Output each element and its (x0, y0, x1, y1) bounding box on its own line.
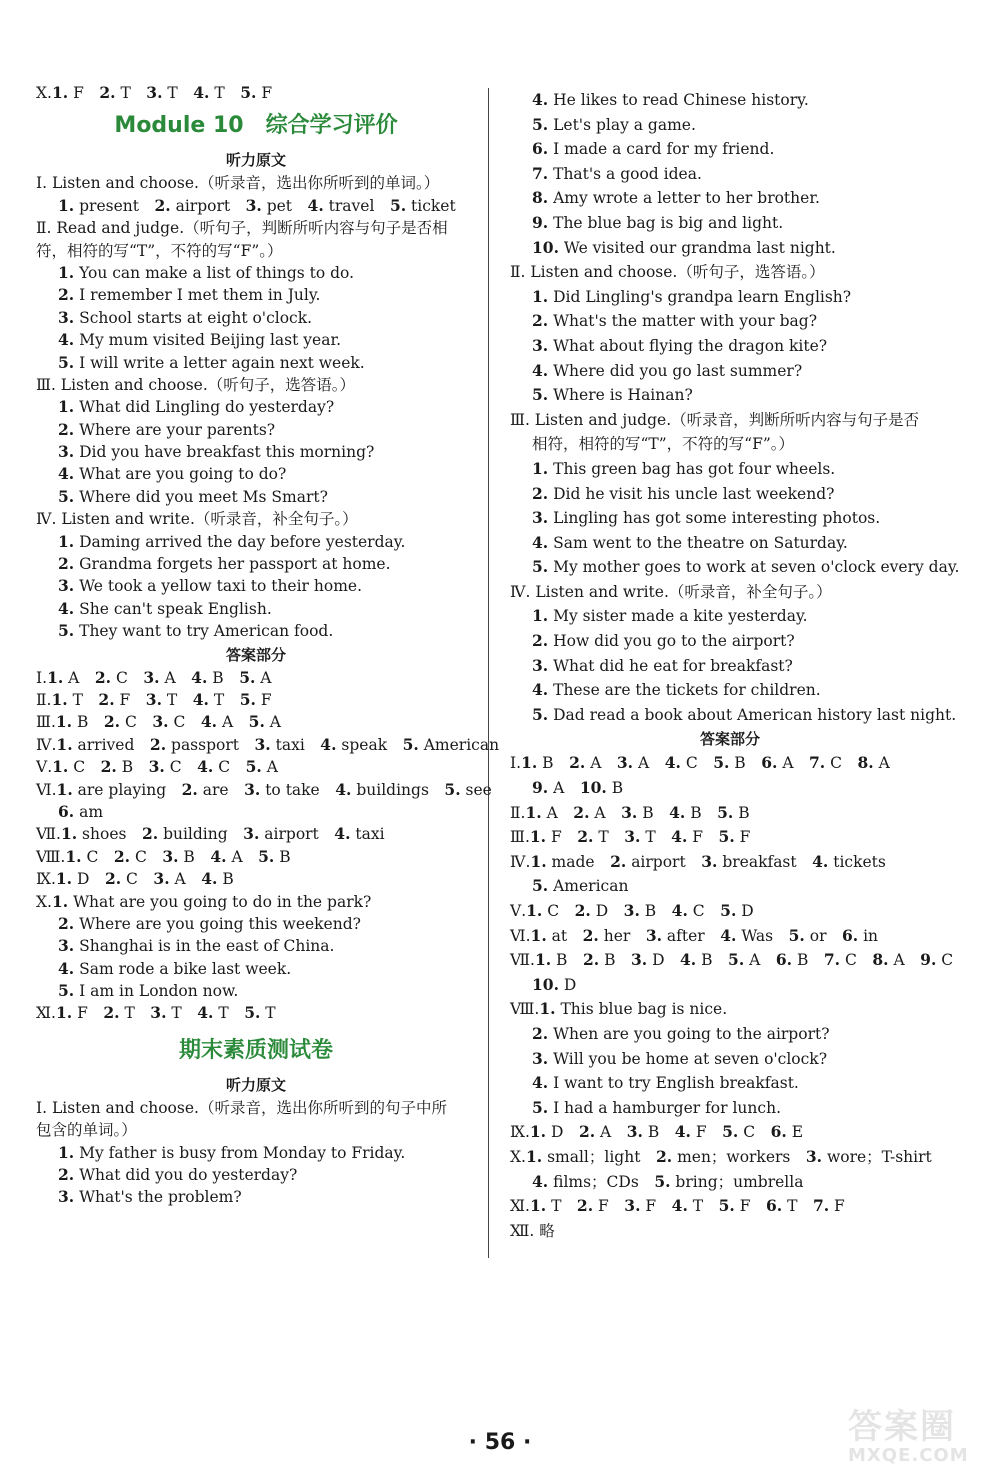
text-line: Ⅷ.1. C 2. C 3. B 4. A 5. B (36, 846, 291, 866)
text-line: Ⅳ. Listen and write.（听录音，补全句子。） (36, 510, 358, 529)
text-line: 符，相符的写“T”，不符的写“F”。） (36, 241, 283, 260)
right-listening-list (510, 88, 960, 727)
text-line: 1. You can make a list of things to do. (58, 262, 355, 282)
text-line: 4. These are the tickets for children. (532, 680, 821, 700)
text-line: Ⅺ.1. F 2. T 3. T 4. T 5. T (36, 1003, 276, 1023)
text-line: 3. Shanghai is in the east of China. (58, 936, 335, 956)
text-line: 1. Did Lingling's grandpa learn English? (532, 286, 852, 306)
text-line: Ⅳ.1. made 2. airport 3. breakfast 4. tickets (510, 851, 886, 871)
text-line: 3. What did he eat for breakfast? (532, 655, 793, 675)
text-line: 10. D (532, 974, 577, 994)
text-line: 3. What about flying the dragon kite? (532, 335, 828, 355)
text-line: 9. A 10. B (532, 778, 624, 798)
text-line: Ⅹ.1. small；light 2. men；workers 3. wore；T-shirt (510, 1146, 932, 1166)
top-answer-line: Ⅹ.1. F 2. T 3. T 4. T 5. F (36, 83, 273, 102)
text-line: Ⅰ.1. A 2. C 3. A 4. B 5. A (36, 667, 272, 687)
text-line: 1. My father is busy from Monday to Friday. (58, 1142, 406, 1162)
text-line: 2. Did he visit his uncle last weekend? (532, 483, 835, 503)
text-line: 4. I want to try English breakfast. (532, 1073, 799, 1093)
text-line: Ⅱ.1. A 2. A 3. B 4. B 5. B (510, 802, 750, 822)
right-column (510, 88, 960, 1243)
text-line: Ⅴ.1. C 2. B 3. C 4. C 5. A (36, 757, 278, 777)
final-listening-subhead: 听力原文 (225, 1075, 286, 1094)
text-line: Ⅰ. Listen and choose.（听录音，选出你所听到的单词。） (36, 174, 440, 193)
text-line: Ⅱ.1. T 2. F 3. T 4. T 5. F (36, 689, 272, 709)
text-line: 相符，相符的写“T”，不符的写“F”。） (532, 435, 795, 454)
text-line: 4. films；CDs 5. bring；umbrella (532, 1171, 804, 1191)
watermark-logo-mark: 答案圈 (848, 1407, 956, 1447)
text-line: 6. am (58, 801, 104, 821)
text-line: Ⅻ. 略 (510, 1221, 555, 1240)
text-line: Ⅵ.1. at 2. her 3. after 4. Was 5. or 6. in (510, 925, 879, 945)
text-line: 1. My sister made a kite yesterday. (532, 606, 808, 626)
text-line: 2. Grandma forgets her passport at home. (58, 554, 391, 574)
text-line: 5. I am in London now. (58, 981, 239, 1001)
text-line: 5. Where did you meet Ms Smart? (58, 486, 328, 506)
text-line: Ⅲ. Listen and choose.（听句子，选答语。） (36, 375, 356, 394)
listening-list (36, 172, 476, 642)
text-line: 5. American (532, 876, 629, 896)
text-line: 5. I will write a letter again next week. (58, 352, 365, 372)
text-line: 5. I had a hamburger for lunch. (532, 1097, 781, 1117)
text-line: Ⅱ. Listen and choose.（听句子，选答语。） (510, 263, 825, 282)
answers-list (36, 667, 500, 1025)
right-answers-list (510, 751, 954, 1243)
text-line: 2. When are you going to the airport? (532, 1023, 830, 1043)
column-divider (488, 88, 489, 1258)
text-line: 1. Daming arrived the day before yesterday. (58, 531, 406, 551)
text-line: Ⅸ.1. D 2. C 3. A 4. B (36, 869, 234, 889)
text-line: 4. My mum visited Beijing last year. (58, 330, 342, 350)
text-line: Ⅶ.1. B 2. B 3. D 4. B 5. A 6. B 7. C 8. A 9. C (510, 950, 954, 970)
text-line: Ⅺ.1. T 2. F 3. F 4. T 5. F 6. T 7. F (510, 1196, 845, 1216)
text-line: Ⅰ. Listen and choose.（听录音，选出你所听到的句子中所 (36, 1098, 447, 1117)
text-line: 3. School starts at eight o'clock. (58, 307, 313, 327)
text-line: 1. What did Lingling do yesterday? (58, 397, 335, 417)
text-line: Ⅲ.1. B 2. C 3. C 4. A 5. A (36, 712, 281, 732)
text-line: Ⅸ.1. D 2. A 3. B 4. F 5. C 6. E (510, 1122, 804, 1142)
text-line: 2. I remember I met them in July. (58, 285, 321, 305)
text-line: 7. That's a good idea. (532, 163, 702, 183)
text-line: 3. Lingling has got some interesting photos. (532, 508, 881, 528)
text-line: Ⅵ.1. are playing 2. are 3. to take 4. buildings 5. see (36, 779, 492, 799)
text-line: Ⅴ.1. C 2. D 3. B 4. C 5. D (510, 901, 754, 920)
text-line: 5. Where is Hainan? (532, 385, 693, 405)
text-line: 4. Sam went to the theatre on Saturday. (532, 532, 848, 552)
text-line: 3. Will you be home at seven o'clock? (532, 1048, 828, 1068)
text-line: Ⅳ.1. arrived 2. passport 3. taxi 4. speak 5. American (36, 734, 500, 754)
text-line: Ⅹ.1. What are you going to do in the park? (36, 891, 372, 911)
text-line: 3. Did you have breakfast this morning? (58, 442, 375, 462)
text-line: 1. present 2. airport 3. pet 4. travel 5. ticket (58, 195, 456, 215)
watermark-logo-url: MXQE.COM (848, 1445, 969, 1466)
text-line: 3. We took a yellow taxi to their home. (58, 576, 363, 596)
text-line: 包含的单词。） (36, 1121, 137, 1140)
text-line: Ⅱ. Read and judge.（听句子，判断所听内容与句子是否相 (36, 219, 448, 238)
final-test-heading: 期末素质测试卷 (178, 1037, 333, 1063)
text-line: 4. She can't speak English. (58, 598, 272, 618)
text-line: 8. Amy wrote a letter to her brother. (532, 188, 820, 208)
text-line: 4. He likes to read Chinese history. (532, 90, 809, 109)
text-line: 5. They want to try American food. (58, 621, 334, 641)
right-answers-subhead: 答案部分 (699, 730, 760, 749)
text-line: 1. This green bag has got four wheels. (532, 458, 836, 478)
text-line: Ⅳ. Listen and write.（听录音，补全句子。） (510, 582, 832, 601)
page-number: · 56 · (468, 1430, 532, 1455)
text-line: 5. Dad read a book about American history last night. (532, 704, 957, 724)
text-line: 2. Where are you going this weekend? (58, 913, 361, 933)
text-line: 3. What's the problem? (58, 1187, 242, 1207)
watermark-logo (848, 1408, 993, 1470)
text-line: 4. What are you going to do? (58, 464, 287, 484)
text-line: 10. We visited our grandma last night. (532, 237, 836, 257)
text-line: Ⅰ.1. B 2. A 3. A 4. C 5. B 6. A 7. C 8. A (510, 753, 890, 773)
text-line: 5. Let's play a game. (532, 114, 696, 134)
text-line: 2. Where are your parents? (58, 419, 276, 439)
text-line: 9. The blue bag is big and light. (532, 212, 784, 232)
text-line: Ⅲ. Listen and judge.（听录音，判断所听内容与句子是否 (510, 410, 920, 429)
final-listening-list (36, 1097, 476, 1209)
text-line: 6. I made a card for my friend. (532, 139, 775, 159)
text-line: Ⅷ.1. This blue bag is nice. (510, 999, 728, 1019)
text-line: Ⅲ.1. F 2. T 3. T 4. F 5. F (510, 827, 751, 847)
text-line: 5. My mother goes to work at seven o'clock every day. (532, 557, 960, 577)
text-line: 2. How did you go to the airport? (532, 631, 795, 651)
text-line: 2. What did you do yesterday? (58, 1165, 298, 1185)
text-line: 4. Where did you go last summer? (532, 360, 803, 380)
text-line: 2. What's the matter with your bag? (532, 311, 818, 331)
text-line: Ⅶ.1. shoes 2. building 3. airport 4. taxi (36, 824, 385, 844)
listening-subhead: 听力原文 (225, 151, 286, 170)
text-line: 4. Sam rode a bike last week. (58, 958, 292, 978)
answers-subhead: 答案部分 (225, 645, 286, 664)
module10-heading: Module 10 综合学习评价 (114, 113, 398, 139)
left-column (36, 82, 500, 1209)
